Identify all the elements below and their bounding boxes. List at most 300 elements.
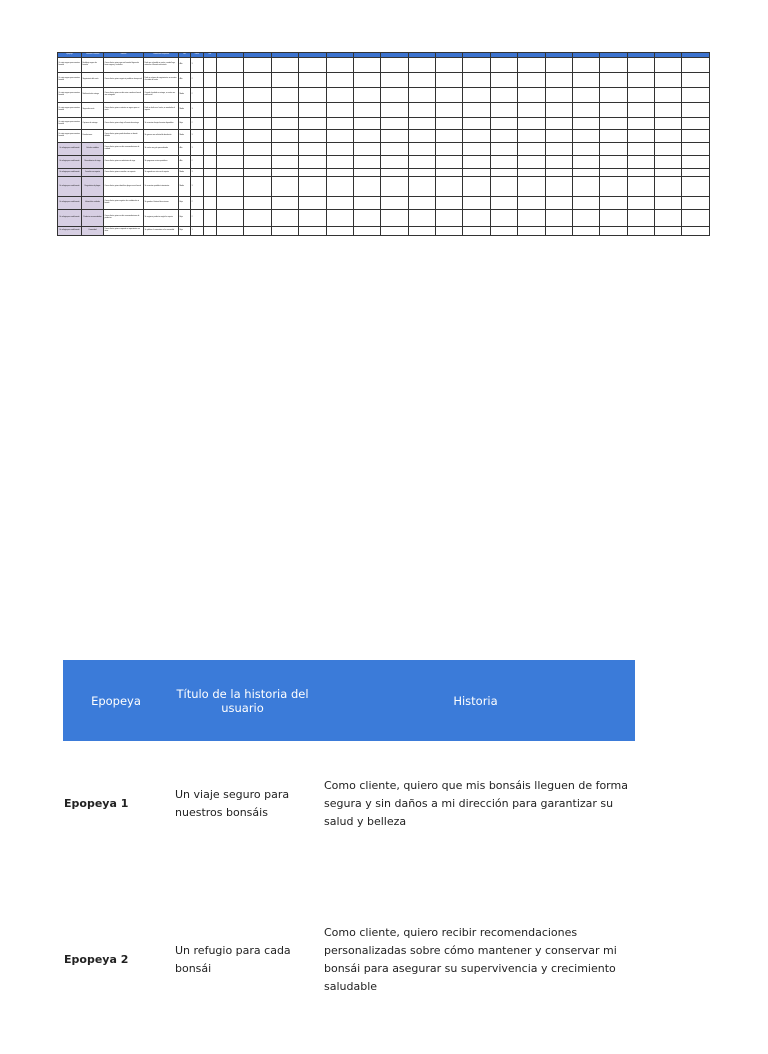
thumbnail-cell: Como cliente, quiero identificar plagas en mi bonsái — [104, 177, 144, 197]
thumbnail-empty-cell — [655, 88, 682, 103]
thumbnail-cell: Como cliente, quiero recibir aviso cuando mi bonsái sea entregado — [104, 88, 144, 103]
thumbnail-empty-cell — [408, 227, 435, 236]
thumbnail-empty-cell — [408, 156, 435, 169]
thumbnail-cell: 2 — [191, 156, 204, 169]
thumbnail-cell: Se publica el comentario en la comunidad — [144, 227, 179, 236]
thumbnail-cell: Historial de cuidados — [82, 197, 104, 210]
epic-name: Epopeya 2 — [64, 953, 129, 966]
thumbnail-empty-cell — [436, 103, 463, 118]
thumbnail-empty-cell — [600, 130, 627, 143]
thumbnail-empty-cell — [271, 177, 298, 197]
thumbnail-empty-cell — [572, 130, 599, 143]
thumbnail-empty-cell — [204, 130, 217, 143]
thumbnail-empty-cell — [545, 130, 572, 143]
thumbnail-empty-cell — [655, 143, 682, 156]
thumbnail-cell: Baja — [179, 210, 191, 227]
thumbnail-empty-cell — [353, 197, 380, 210]
thumbnail-empty-cell — [518, 88, 545, 103]
thumbnail-empty-cell — [627, 210, 654, 227]
thumbnail-cell: 3 — [191, 143, 204, 156]
thumbnail-empty-cell — [381, 130, 408, 143]
thumbnail-empty-cell — [600, 58, 627, 73]
thumbnail-empty-cell — [381, 156, 408, 169]
thumbnail-empty-cell — [353, 73, 380, 88]
thumbnail-empty-cell — [682, 58, 709, 73]
thumbnail-empty-cell — [353, 143, 380, 156]
thumbnail-empty-cell — [545, 103, 572, 118]
thumbnail-empty-cell — [204, 169, 217, 177]
thumbnail-empty-cell — [572, 210, 599, 227]
thumbnail-empty-cell — [271, 73, 298, 88]
thumbnail-empty-cell — [271, 210, 298, 227]
thumbnail-cell: Productos recomendados — [82, 210, 104, 227]
thumbnail-empty-cell — [299, 169, 326, 177]
thumbnail-empty-cell — [436, 143, 463, 156]
thumbnail-empty-cell — [244, 169, 271, 177]
thumbnail-empty-cell — [463, 177, 490, 197]
thumbnail-cell: Dado un número de seguimiento, se muestra el estado del envío — [144, 73, 179, 88]
thumbnail-empty-cell — [682, 169, 709, 177]
thumbnail-empty-cell — [244, 103, 271, 118]
thumbnail-cell: Alta — [179, 156, 191, 169]
thumbnail-empty-cell — [545, 118, 572, 130]
thumbnail-empty-cell — [244, 197, 271, 210]
thumbnail-empty-cell — [217, 88, 244, 103]
thumbnail-empty-cell — [381, 227, 408, 236]
thumbnail-empty-cell — [204, 143, 217, 156]
thumbnail-header-cell: Est. — [204, 53, 217, 58]
thumbnail-empty-cell — [436, 197, 463, 210]
thumbnail-cell: Un viaje seguro para nuestros bonsáis — [58, 118, 82, 130]
thumbnail-empty-cell — [244, 210, 271, 227]
thumbnail-empty-cell — [217, 143, 244, 156]
thumbnail-empty-cell — [682, 156, 709, 169]
thumbnail-empty-cell — [436, 227, 463, 236]
thumbnail-empty-cell — [326, 58, 353, 73]
thumbnail-empty-cell — [682, 118, 709, 130]
header-epic: Epopeya — [63, 660, 169, 741]
thumbnail-cell: 2 — [191, 73, 204, 88]
thumbnail-cell: 2 — [191, 118, 204, 130]
thumbnail-cell: Se programan avisos periódicos — [144, 156, 179, 169]
thumbnail-empty-cell — [436, 118, 463, 130]
thumbnail-empty-cell — [436, 58, 463, 73]
thumbnail-cell: Alta — [179, 143, 191, 156]
thumbnail-empty-cell — [381, 58, 408, 73]
thumbnail-empty-cell — [381, 197, 408, 210]
thumbnail-empty-cell — [326, 210, 353, 227]
thumbnail-empty-cell — [381, 88, 408, 103]
epic-table — [63, 660, 635, 1054]
thumbnail-empty-cell — [490, 88, 517, 103]
thumbnail-empty-cell — [204, 227, 217, 236]
thumbnail-empty-cell — [381, 143, 408, 156]
thumbnail-empty-cell — [600, 88, 627, 103]
thumbnail-row — [58, 88, 710, 103]
thumbnail-empty-cell — [204, 156, 217, 169]
thumbnail-cell: Dado un daño en el envío, se reembolsa el importe — [144, 103, 179, 118]
thumbnail-empty-cell — [600, 156, 627, 169]
thumbnail-empty-cell — [436, 169, 463, 177]
thumbnail-empty-cell — [204, 197, 217, 210]
thumbnail-empty-cell — [490, 103, 517, 118]
thumbnail-cell: Se guarda el historial de acciones — [144, 197, 179, 210]
thumbnail-empty-cell — [436, 73, 463, 88]
thumbnail-empty-cell — [655, 130, 682, 143]
header-story: Historia — [316, 660, 635, 741]
thumbnail-empty-cell — [463, 88, 490, 103]
thumbnail-empty-cell — [217, 103, 244, 118]
thumbnail-empty-cell — [655, 197, 682, 210]
thumbnail-empty-cell — [271, 88, 298, 103]
thumbnail-empty-cell — [545, 210, 572, 227]
thumbnail-header-cell: Criterios de aceptación — [144, 53, 179, 58]
thumbnail-empty-cell — [682, 177, 709, 197]
thumbnail-header-cell: Epopeya — [58, 53, 82, 58]
thumbnail-empty-cell — [244, 143, 271, 156]
thumbnail-empty-cell — [545, 197, 572, 210]
story-text: Como cliente, quiero que mis bonsáis lleguen de forma segura y sin daños a mi dirección para garantizar su salud y belleza — [324, 778, 628, 828]
thumbnail-empty-cell — [244, 156, 271, 169]
thumbnail-empty-cell — [436, 177, 463, 197]
thumbnail-empty-cell — [572, 177, 599, 197]
thumbnail-empty-cell — [600, 227, 627, 236]
thumbnail-empty-cell — [408, 103, 435, 118]
thumbnail-row — [58, 197, 710, 210]
thumbnail-empty-cell — [326, 143, 353, 156]
thumbnail-cell: Un refugio para cada bonsái — [58, 227, 82, 236]
thumbnail-empty-cell — [545, 177, 572, 197]
thumbnail-empty-cell — [353, 177, 380, 197]
thumbnail-empty-cell — [545, 58, 572, 73]
thumbnail-cell: Se muestran franjas horarias disponibles — [144, 118, 179, 130]
thumbnail-empty-cell — [299, 210, 326, 227]
thumbnail-cell: Un refugio para cada bonsái — [58, 177, 82, 197]
thumbnail-empty-cell — [682, 143, 709, 156]
thumbnail-empty-cell — [655, 73, 682, 88]
thumbnail-cell: Como cliente, quiero registrar los cuidados de mi bonsái — [104, 197, 144, 210]
thumbnail-empty-cell — [244, 130, 271, 143]
thumbnail-cell: Como cliente, quiero recibir recomendaciones de productos — [104, 210, 144, 227]
thumbnail-empty-cell — [299, 103, 326, 118]
epic-row-1 — [63, 741, 635, 866]
thumbnail-empty-cell — [299, 177, 326, 197]
thumbnail-empty-cell — [627, 58, 654, 73]
thumbnail-empty-cell — [299, 197, 326, 210]
thumbnail-empty-cell — [463, 143, 490, 156]
thumbnail-empty-cell — [545, 227, 572, 236]
thumbnail-cell: Un refugio para cada bonsái — [58, 156, 82, 169]
thumbnail-cell: Alta — [179, 58, 191, 73]
thumbnail-cell: 3 — [191, 177, 204, 197]
thumbnail-empty-cell — [572, 88, 599, 103]
thumbnail-empty-cell — [217, 130, 244, 143]
thumbnail-empty-cell — [600, 143, 627, 156]
thumbnail-empty-cell — [408, 58, 435, 73]
thumbnail-empty-cell — [204, 210, 217, 227]
thumbnail-row — [58, 58, 710, 73]
thumbnail-empty-cell — [299, 73, 326, 88]
thumbnail-empty-cell — [463, 156, 490, 169]
thumbnail-empty-cell — [627, 88, 654, 103]
thumbnail-cell: Se sugieren productos según la especie — [144, 210, 179, 227]
thumbnail-row — [58, 177, 710, 197]
thumbnail-cell: Como cliente, quiero elegir el horario de entrega — [104, 118, 144, 130]
story-title: Un refugio para cada bonsái — [175, 944, 291, 975]
thumbnail-empty-cell — [381, 73, 408, 88]
thumbnail-empty-cell — [326, 88, 353, 103]
thumbnail-empty-cell — [326, 103, 353, 118]
thumbnail-empty-cell — [326, 118, 353, 130]
thumbnail-empty-cell — [299, 227, 326, 236]
thumbnail-empty-cell — [217, 73, 244, 88]
thumbnail-empty-cell — [545, 143, 572, 156]
thumbnail-empty-cell — [600, 103, 627, 118]
thumbnail-empty-cell — [408, 88, 435, 103]
thumbnail-empty-cell — [600, 169, 627, 177]
thumbnail-empty-cell — [353, 118, 380, 130]
thumbnail-cell: Comunidad — [82, 227, 104, 236]
thumbnail-empty-cell — [271, 143, 298, 156]
thumbnail-cell: Baja — [179, 197, 191, 210]
thumbnail-empty-cell — [463, 227, 490, 236]
thumbnail-empty-cell — [627, 197, 654, 210]
thumbnail-empty-cell — [545, 169, 572, 177]
thumbnail-cell: Media — [179, 169, 191, 177]
thumbnail-row — [58, 118, 710, 130]
thumbnail-empty-cell — [408, 118, 435, 130]
thumbnail-empty-cell — [353, 156, 380, 169]
thumbnail-cell: Un viaje seguro para nuestros bonsáis — [58, 88, 82, 103]
thumbnail-row — [58, 227, 710, 236]
thumbnail-cell: Media — [179, 88, 191, 103]
thumbnail-cell: Un viaje seguro para nuestros bonsáis — [58, 103, 82, 118]
thumbnail-empty-cell — [682, 210, 709, 227]
thumbnail-empty-cell — [490, 143, 517, 156]
thumbnail-empty-cell — [381, 118, 408, 130]
thumbnail-empty-cell — [436, 210, 463, 227]
thumbnail-empty-cell — [627, 118, 654, 130]
thumbnail-empty-cell — [490, 73, 517, 88]
thumbnail-empty-cell — [408, 143, 435, 156]
thumbnail-empty-cell — [518, 227, 545, 236]
thumbnail-empty-cell — [518, 177, 545, 197]
thumbnail-empty-cell — [682, 227, 709, 236]
header-story-title: Título de la historia del usuario — [169, 660, 316, 741]
thumbnail-empty-cell — [655, 210, 682, 227]
thumbnail-cell: Como cliente, quiero compartir mi experiencia con otros — [104, 227, 144, 236]
thumbnail-header-cell: Título de la historia — [82, 53, 104, 58]
thumbnail-empty-cell — [572, 197, 599, 210]
thumbnail-empty-cell — [326, 73, 353, 88]
thumbnail-empty-cell — [326, 156, 353, 169]
thumbnail-empty-cell — [353, 103, 380, 118]
thumbnail-empty-cell — [545, 88, 572, 103]
thumbnail-empty-cell — [271, 58, 298, 73]
thumbnail-cell: Un refugio para cada bonsái — [58, 169, 82, 177]
thumbnail-empty-cell — [572, 227, 599, 236]
thumbnail-cell: Como cliente, quiero consultar a un experto — [104, 169, 144, 177]
thumbnail-cell: Como cliente, quiero recibir recomendaciones de cuidado — [104, 143, 144, 156]
thumbnail-empty-cell — [299, 58, 326, 73]
thumbnail-header-cell: Historia — [104, 53, 144, 58]
thumbnail-empty-cell — [572, 103, 599, 118]
thumbnail-header-cell: Prio. — [179, 53, 191, 58]
thumbnail-empty-cell — [518, 58, 545, 73]
thumbnail-empty-cell — [682, 73, 709, 88]
thumbnail-empty-cell — [463, 118, 490, 130]
thumbnail-empty-cell — [326, 169, 353, 177]
thumbnail-empty-cell — [490, 227, 517, 236]
thumbnail-empty-cell — [682, 103, 709, 118]
thumbnail-empty-cell — [381, 177, 408, 197]
thumbnail-empty-cell — [204, 177, 217, 197]
epic-name: Epopeya 1 — [64, 796, 129, 810]
thumbnail-empty-cell — [326, 197, 353, 210]
thumbnail-empty-cell — [436, 88, 463, 103]
thumbnail-empty-cell — [271, 156, 298, 169]
thumbnail-empty-cell — [217, 169, 244, 177]
thumbnail-empty-cell — [627, 156, 654, 169]
thumbnail-row — [58, 156, 710, 169]
thumbnail-empty-cell — [490, 210, 517, 227]
thumbnail-empty-cell — [600, 177, 627, 197]
thumbnail-empty-cell — [217, 118, 244, 130]
thumbnail-row — [58, 210, 710, 227]
thumbnail-row — [58, 169, 710, 177]
thumbnail-empty-cell — [353, 169, 380, 177]
backlog-thumbnail-table — [57, 52, 710, 236]
thumbnail-empty-cell — [490, 130, 517, 143]
thumbnail-empty-cell — [463, 103, 490, 118]
thumbnail-empty-cell — [326, 130, 353, 143]
thumbnail-cell: Un refugio para cada bonsái — [58, 143, 82, 156]
thumbnail-empty-cell — [217, 227, 244, 236]
thumbnail-cell: Embalaje seguro de bonsáis — [82, 58, 104, 73]
thumbnail-empty-cell — [408, 130, 435, 143]
thumbnail-empty-cell — [271, 197, 298, 210]
story-title: Un viaje seguro para nuestros bonsáis — [175, 787, 290, 819]
thumbnail-empty-cell — [518, 143, 545, 156]
thumbnail-cell: Como cliente, quiero contratar un seguro para mi envío — [104, 103, 144, 118]
thumbnail-empty-cell — [545, 73, 572, 88]
thumbnail-cell: 3 — [191, 58, 204, 73]
thumbnail-empty-cell — [244, 58, 271, 73]
thumbnail-cell: Como cliente, quiero seguir mi pedido en tiempo real — [104, 73, 144, 88]
thumbnail-cell: Como cliente, quiero que mis bonsáis lleguen de forma segura y sin daños — [104, 58, 144, 73]
thumbnail-cell: Baja — [179, 227, 191, 236]
thumbnail-empty-cell — [518, 130, 545, 143]
thumbnail-cell: Se muestran posibles tratamientos — [144, 177, 179, 197]
thumbnail-cell: Como cliente, quiero recordatorios de riego — [104, 156, 144, 169]
thumbnail-empty-cell — [518, 103, 545, 118]
thumbnail-empty-cell — [299, 143, 326, 156]
thumbnail-empty-cell — [408, 177, 435, 197]
thumbnail-empty-cell — [353, 88, 380, 103]
thumbnail-header-cell: Estim. — [191, 53, 204, 58]
thumbnail-empty-cell — [627, 177, 654, 197]
thumbnail-empty-cell — [572, 143, 599, 156]
thumbnail-cell: Opciones de entrega — [82, 118, 104, 130]
thumbnail-empty-cell — [204, 58, 217, 73]
thumbnail-empty-cell — [655, 177, 682, 197]
thumbnail-empty-cell — [572, 73, 599, 88]
thumbnail-cell: Se agenda una cita con el experto — [144, 169, 179, 177]
thumbnail-empty-cell — [353, 58, 380, 73]
thumbnail-cell: 2 — [191, 210, 204, 227]
thumbnail-empty-cell — [463, 169, 490, 177]
thumbnail-cell: Un viaje seguro para nuestros bonsáis — [58, 73, 82, 88]
thumbnail-empty-cell — [627, 227, 654, 236]
thumbnail-cell: Diagnóstico de plagas — [82, 177, 104, 197]
thumbnail-cell: Un refugio para cada bonsái — [58, 210, 82, 227]
thumbnail-cell: Un viaje seguro para nuestros bonsáis — [58, 130, 82, 143]
thumbnail-empty-cell — [217, 210, 244, 227]
thumbnail-empty-cell — [600, 118, 627, 130]
thumbnail-cell: Cuando el pedido se entrega, se envía una notificación — [144, 88, 179, 103]
thumbnail-cell: 3 — [191, 130, 204, 143]
thumbnail-cell: 3 — [191, 169, 204, 177]
story-text: Como cliente, quiero recibir recomendaciones personalizadas sobre cómo mantener y conservar mi bonsái para asegurar su supervivencia y crecimiento saludable — [324, 926, 617, 993]
thumbnail-empty-cell — [217, 177, 244, 197]
thumbnail-empty-cell — [655, 58, 682, 73]
thumbnail-empty-cell — [463, 130, 490, 143]
thumbnail-empty-cell — [572, 58, 599, 73]
thumbnail-empty-cell — [299, 156, 326, 169]
thumbnail-empty-cell — [436, 156, 463, 169]
thumbnail-empty-cell — [490, 177, 517, 197]
thumbnail-empty-cell — [490, 156, 517, 169]
thumbnail-empty-cell — [353, 227, 380, 236]
thumbnail-empty-cell — [436, 130, 463, 143]
thumbnail-empty-cell — [518, 73, 545, 88]
thumbnail-empty-cell — [627, 130, 654, 143]
thumbnail-empty-cell — [518, 169, 545, 177]
thumbnail-empty-cell — [381, 169, 408, 177]
thumbnail-cell: Notificación de entrega — [82, 88, 104, 103]
thumbnail-cell: 2 — [191, 197, 204, 210]
thumbnail-cell: Un refugio para cada bonsái — [58, 197, 82, 210]
thumbnail-cell: Se envía una guía personalizada — [144, 143, 179, 156]
thumbnail-empty-cell — [299, 118, 326, 130]
thumbnail-empty-cell — [271, 227, 298, 236]
thumbnail-row — [58, 103, 710, 118]
thumbnail-empty-cell — [271, 169, 298, 177]
thumbnail-empty-cell — [271, 103, 298, 118]
thumbnail-empty-cell — [353, 210, 380, 227]
thumbnail-empty-cell — [408, 73, 435, 88]
thumbnail-empty-cell — [326, 227, 353, 236]
thumbnail-empty-cell — [627, 103, 654, 118]
thumbnail-cell: Un viaje seguro para nuestros bonsáis — [58, 58, 82, 73]
thumbnail-empty-cell — [271, 118, 298, 130]
thumbnail-cell: Como cliente, quiero poder devolver un bonsái dañado — [104, 130, 144, 143]
thumbnail-empty-cell — [490, 169, 517, 177]
thumbnail-empty-cell — [244, 118, 271, 130]
thumbnail-empty-cell — [627, 73, 654, 88]
thumbnail-cell: Dado que el pedido se envía, cuando llega, entonces el bonsái está intacto — [144, 58, 179, 73]
thumbnail-empty-cell — [217, 58, 244, 73]
thumbnail-empty-cell — [518, 156, 545, 169]
thumbnail-empty-cell — [408, 197, 435, 210]
thumbnail-empty-cell — [244, 88, 271, 103]
thumbnail-empty-cell — [490, 197, 517, 210]
epic-row-2 — [63, 866, 635, 1054]
thumbnail-cell: Media — [179, 103, 191, 118]
thumbnail-cell: Se genera una solicitud de devolución — [144, 130, 179, 143]
thumbnail-cell: Seguimiento del envío — [82, 73, 104, 88]
thumbnail-empty-cell — [299, 130, 326, 143]
